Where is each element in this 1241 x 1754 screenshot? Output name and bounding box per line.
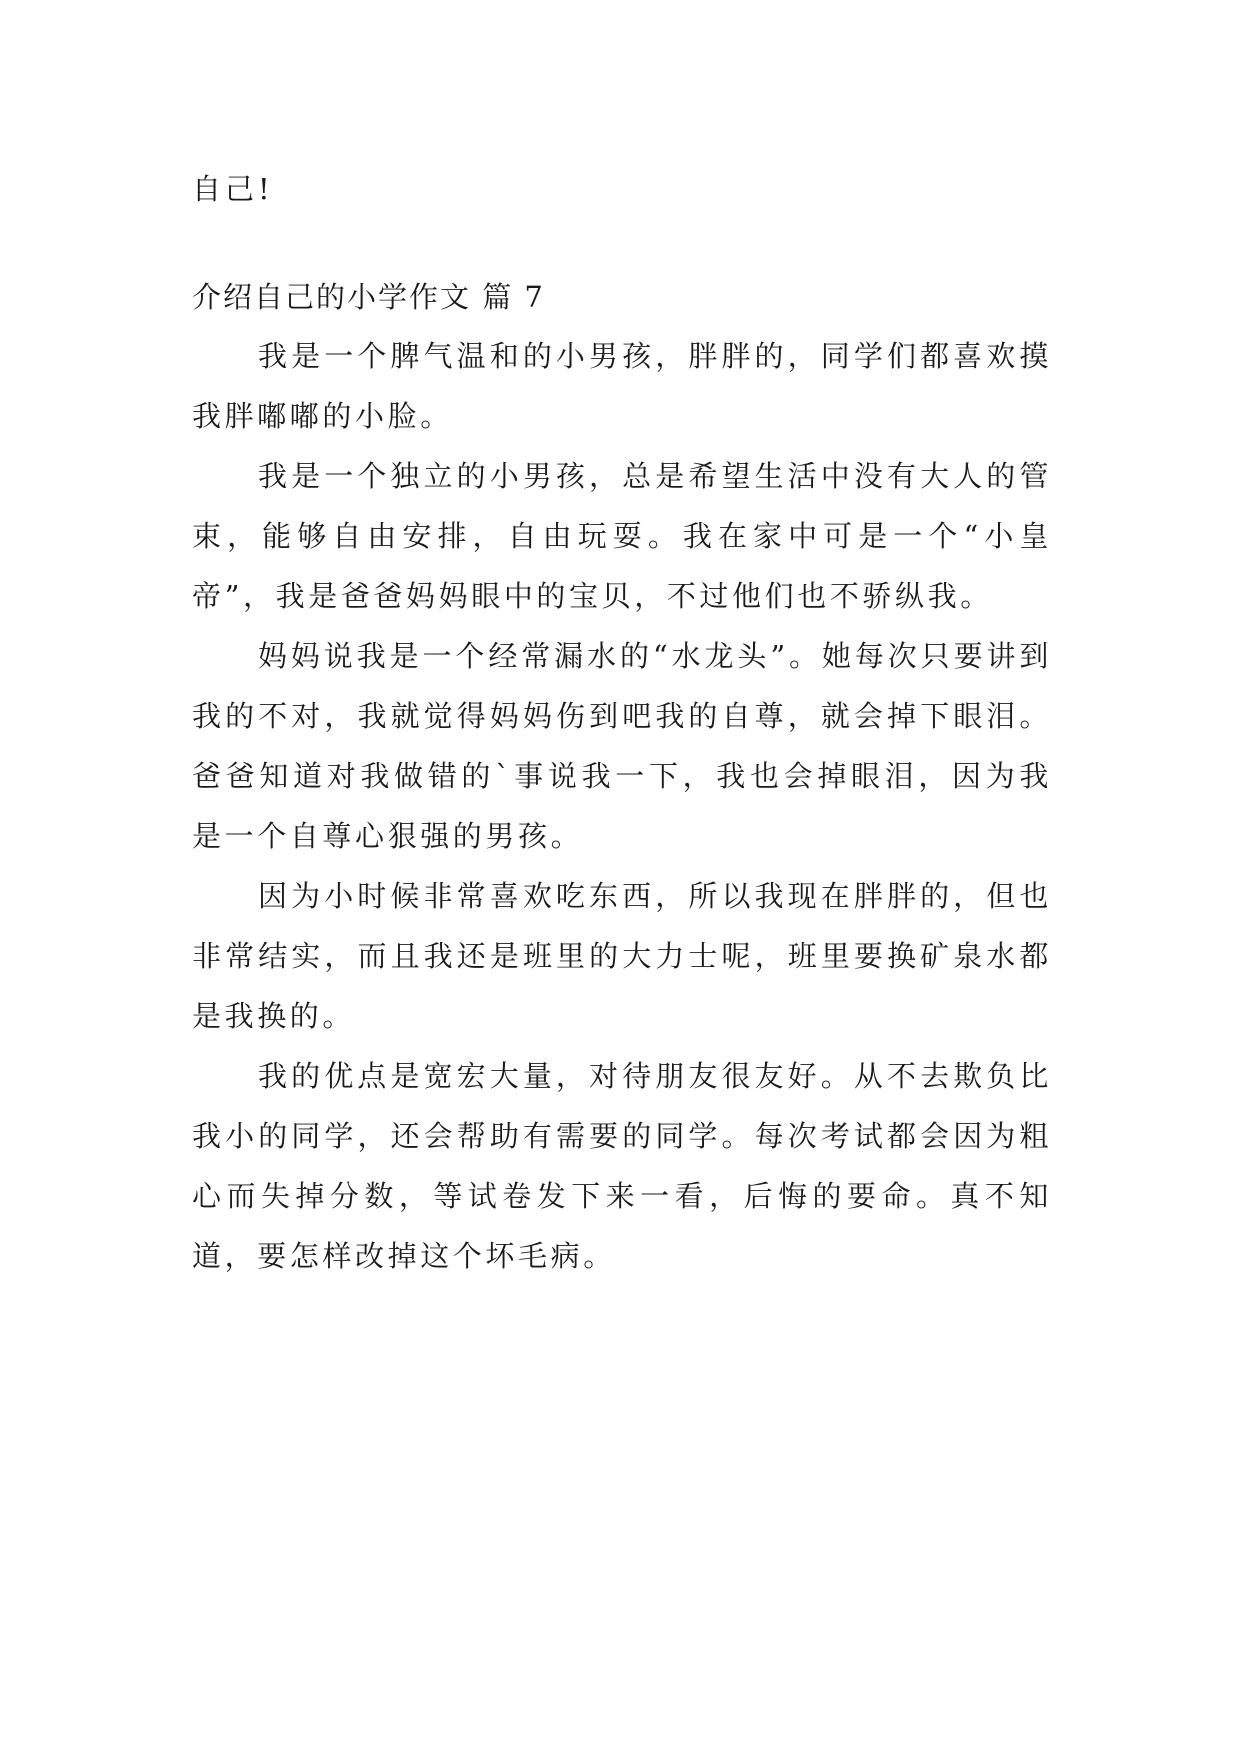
paragraph-3: 妈妈说我是一个经常漏水的“水龙头”。她每次只要讲到我的不对，我就觉得妈妈伤到吧我的自尊，就会掉下眼泪。爸爸知道对我做错的`事说我一下，我也会掉眼泪，因为我是一个自尊心狠强的男孩。 (192, 639, 1052, 853)
paragraph-2: 我是一个独立的小男孩，总是希望生活中没有大人的管束，能够自由安排，自由玩耍。我在家中可是一个“小皇帝”，我是爸爸妈妈眼中的宝贝，不过他们也不骄纵我。 (192, 459, 1052, 613)
continued-text: 自己! (192, 172, 274, 206)
section-title: 介绍自己的小学作文 篇 7 (192, 280, 545, 314)
paragraph-5: 我的优点是宽宏大量，对待朋友很友好。从不去欺负比我小的同学，还会帮助有需要的同学。每次考试都会因为粗心而失掉分数，等试卷发下来一看，后悔的要命。真不知道，要怎样改掉这个坏毛病。 (192, 1059, 1052, 1273)
paragraph-4: 因为小时候非常喜欢吃东西，所以我现在胖胖的，但也非常结实，而且我还是班里的大力士呢，班里要换矿泉水都是我换的。 (192, 879, 1052, 1033)
document-body (192, 160, 1052, 1286)
paragraph-1: 我是一个脾气温和的小男孩，胖胖的，同学们都喜欢摸我胖嘟嘟的小脸。 (192, 339, 1052, 433)
